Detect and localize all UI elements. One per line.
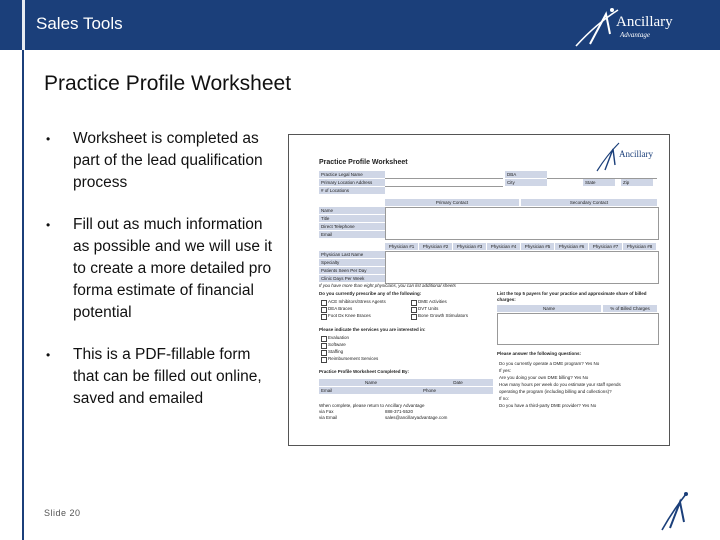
ws-column-header: Secondary Contact	[521, 199, 657, 206]
ws-payers-prompt: List the top 5 payers for your practice and approximate share of billed charges:	[497, 291, 647, 302]
ws-column-header: % of Billed Charges	[603, 305, 657, 312]
bullet-list	[44, 128, 276, 430]
ws-field-label: Date	[421, 379, 493, 386]
ws-contact-grid	[385, 207, 659, 240]
ws-checkbox	[321, 357, 327, 363]
bullet-dot: •	[46, 218, 51, 232]
ws-column-header: Primary Contact	[385, 199, 519, 206]
ws-field-label: Name	[319, 207, 385, 214]
bullet-item	[44, 214, 276, 324]
ws-field-label: DBA	[505, 171, 547, 178]
ws-field-label: Clinic Days Per Week	[319, 275, 385, 282]
ws-option-label: Reimbursement Services	[328, 356, 379, 361]
logo-subtext: Advantage	[620, 31, 650, 39]
ws-field-label: Email	[319, 387, 421, 394]
ws-checkbox	[321, 350, 327, 356]
header-accent-line	[22, 0, 25, 50]
ws-question-line: How many hours per week do you estimate your staff spends	[499, 382, 621, 387]
ws-option-label: Software	[328, 342, 346, 347]
ws-question: Please indicate the services you are interested in:	[319, 327, 426, 332]
ws-completed-by: Practice Profile Worksheet Completed By:	[319, 369, 409, 374]
section-title: Sales Tools	[36, 14, 123, 33]
ws-option-label: Evaluation	[328, 335, 350, 340]
bullet-text: Worksheet is completed as part of the lead qualification process	[73, 130, 263, 191]
ws-physician-header: Physician #3	[453, 243, 486, 250]
ws-option-label: Staffing	[328, 349, 344, 354]
ws-physician-header: Physician #2	[419, 243, 452, 250]
ws-option-label: Foot Dx Knee Braces	[328, 313, 371, 318]
ws-field-label: # of Locations	[319, 187, 385, 194]
ws-physician-header: Physician #6	[555, 243, 588, 250]
ws-field-label: Practice Legal Name	[319, 171, 385, 178]
ws-checkbox	[411, 307, 417, 313]
ws-field-label: Phone	[421, 387, 493, 394]
ws-physician-header: Physician #5	[521, 243, 554, 250]
ancillary-logo	[572, 4, 712, 48]
ws-question-line: If yes:	[499, 368, 512, 373]
ws-question-line: If no:	[499, 396, 510, 401]
ws-rule	[385, 186, 503, 187]
ws-physician-grid	[385, 251, 659, 284]
ancillary-mark-icon	[660, 490, 700, 532]
ws-question-line: Do you have a third-party DME provider? Yes No	[499, 403, 597, 408]
ws-email-value: sales@ancillaryadvantage.com	[385, 415, 448, 420]
ws-answer-prompt: Please answer the following questions:	[497, 351, 582, 356]
ws-question-line: operating the program (including billing and collections)?	[499, 389, 612, 394]
bullet-item	[44, 128, 276, 194]
slide-number: Slide 20	[44, 508, 81, 518]
ws-question-line: Are you doing your own DME billing? Yes No	[499, 375, 589, 380]
ws-checkbox	[321, 300, 327, 306]
ws-option-label: ACE Inhibitors/Stress Agents	[328, 299, 386, 304]
ws-field-label: Direct Telephone	[319, 223, 385, 230]
worksheet-preview	[288, 134, 670, 446]
ws-option-label: DEA Braces	[328, 306, 353, 311]
ws-question-line: Do you currently operate a DME program? Yes No	[499, 361, 600, 366]
left-rule	[22, 50, 24, 540]
logo-text: Ancillary	[616, 14, 673, 30]
bullet-dot: •	[46, 348, 51, 362]
ws-option-label: DVT Units	[418, 306, 439, 311]
bullet-text: This is a PDF-fillable form that can be filled out online, saved and emailed	[73, 346, 262, 407]
ws-physician-header: Physician #8	[623, 243, 656, 250]
worksheet-logo-text: Ancillary	[619, 149, 653, 159]
bullet-text: Fill out as much information as possible and we will use it to create a more detailed pro forma estimate of financial potential	[73, 216, 273, 321]
ws-field-label: State	[583, 179, 615, 186]
bullet-item	[44, 344, 276, 410]
ws-fax-label: via Fax	[319, 409, 334, 414]
ws-checkbox	[321, 336, 327, 342]
ws-field-label: Specialty	[319, 259, 385, 266]
ws-checkbox	[411, 314, 417, 320]
ws-field-label: Zip	[621, 179, 653, 186]
ws-field-label: City	[505, 179, 547, 186]
ws-email-label: via Email	[319, 415, 338, 420]
ws-physician-header: Physician #4	[487, 243, 520, 250]
ws-field-label: Email	[319, 231, 385, 238]
ws-field-label: Name	[319, 379, 421, 386]
ws-physician-header: Physician #1	[385, 243, 418, 250]
header-bar	[0, 0, 720, 50]
worksheet-title: Practice Profile Worksheet	[319, 159, 408, 166]
ws-field-label: Patients Seen Per Day	[319, 267, 385, 274]
ws-option-label: DME Activities	[418, 299, 447, 304]
ws-checkbox	[321, 343, 327, 349]
worksheet-logo	[595, 139, 665, 173]
ws-note: If you have more than eight physicians, you can list additional sheets	[319, 283, 456, 288]
ws-rule	[547, 178, 657, 179]
ws-checkbox	[411, 300, 417, 306]
ws-option-label: Bone Growth Stimulators	[418, 313, 469, 318]
ws-fax-value: 888-371-5520	[385, 409, 414, 414]
ws-question: Do you currently prescribe any of the following:	[319, 291, 422, 296]
ws-physician-header: Physician #7	[589, 243, 622, 250]
ws-checkbox	[321, 314, 327, 320]
ws-payers-grid	[497, 313, 659, 345]
ws-field-label: Physician Last Name	[319, 251, 385, 258]
ws-return-note: When complete, please return to Ancillary Advantage	[319, 403, 425, 408]
ws-field-label: Title	[319, 215, 385, 222]
ws-rule	[385, 178, 503, 179]
ws-checkbox	[321, 307, 327, 313]
ws-field-label: Primary Location Address	[319, 179, 385, 186]
page-title: Practice Profile Worksheet	[44, 72, 292, 95]
ws-column-header: Name	[497, 305, 601, 312]
bullet-dot: •	[46, 132, 51, 146]
